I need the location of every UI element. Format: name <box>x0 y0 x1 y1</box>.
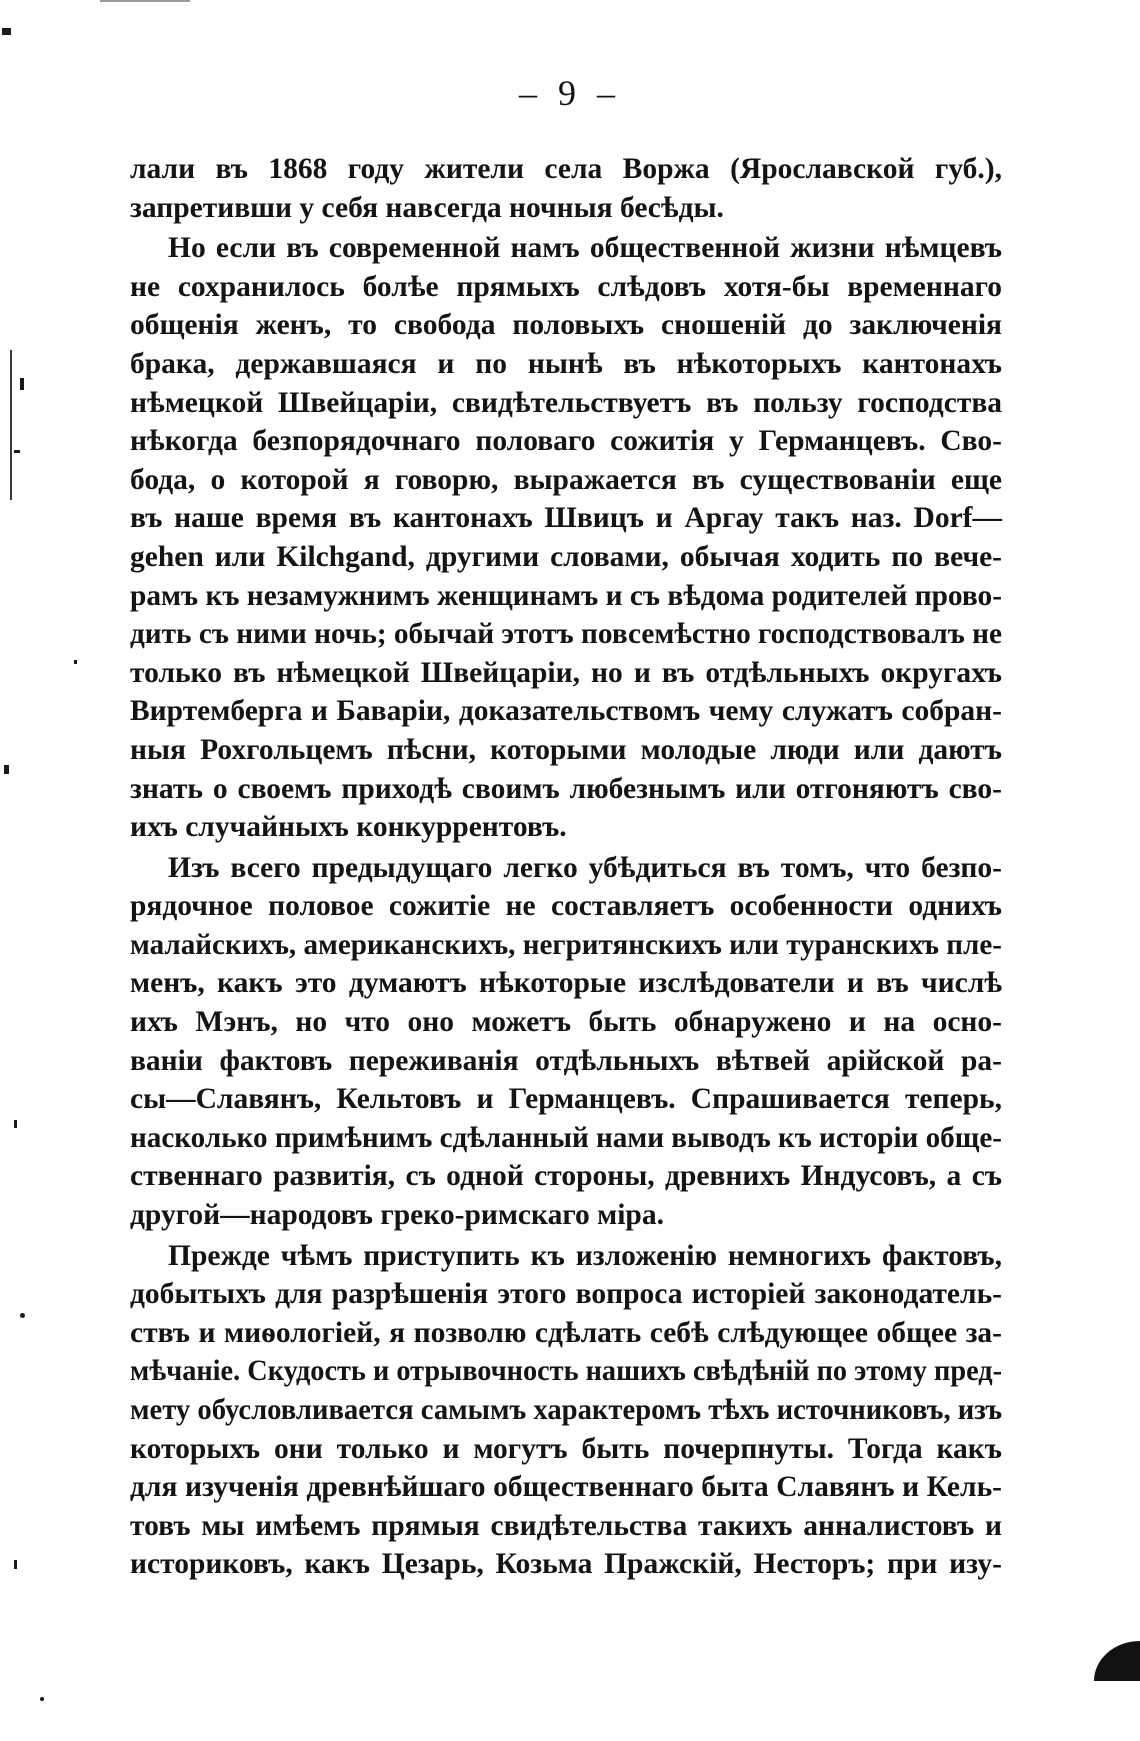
scan-edge-mark <box>100 0 190 2</box>
text-line: рядочное половое сожитіе не составляетъ особенности однихъ <box>130 890 1002 923</box>
text-line: ихъ случайныхъ конкуррентовъ. <box>130 811 567 844</box>
margin-speck <box>4 765 9 774</box>
text-line: нѣмецкой Швейцаріи, свидѣтельствуетъ въ пользу господства <box>130 386 1002 419</box>
corner-scan-mark <box>1094 1641 1140 1681</box>
margin-speck <box>2 28 11 35</box>
text-line: дить съ ними ночь; обычай этотъ повсемѣстно господствовалъ не <box>130 618 1002 651</box>
text-line: насколько примѣнимъ сдѣланный нами выводъ къ исторіи обще- <box>130 1121 1002 1154</box>
text-line: въ наше время въ кантонахъ Швицъ и Аргау такъ наз. Dorf— <box>130 502 1002 535</box>
text-line: которыхъ они только и могутъ быть почерпнуты. Тогда какъ <box>130 1432 1002 1465</box>
margin-speck <box>40 1697 44 1701</box>
margin-speck <box>10 350 12 500</box>
text-line: брака, державшаяся и по нынѣ въ нѣкоторыхъ кантонахъ <box>130 347 1002 380</box>
paragraph <box>130 229 1002 847</box>
text-line: не сохранилось болѣе прямыхъ слѣдовъ хотя-бы временнаго <box>130 270 1002 303</box>
text-line: сы—Славянъ, Кельтовъ и Германцевъ. Спрашивается теперь, <box>130 1083 1002 1116</box>
text-line: ваніи фактовъ переживанія отдѣльныхъ вѣтвей арійской ра- <box>130 1044 1002 1077</box>
text-line: менъ, какъ это думаютъ нѣкоторые изслѣдователи и въ числѣ <box>130 967 1002 1000</box>
margin-speck <box>14 450 20 453</box>
text-line: только въ нѣмецкой Швейцаріи, но и въ отдѣльныхъ округахъ <box>130 656 1002 689</box>
text-line: мету обусловливается самымъ характеромъ тѣхъ источниковъ, изъ <box>130 1394 1003 1426</box>
text-line: Виртемберга и Баваріи, доказательствомъ чему служатъ собран- <box>130 695 1002 728</box>
margin-speck <box>74 660 77 664</box>
text-line: ственнаго развитія, съ одной стороны, древнихъ Индусовъ, а съ <box>130 1160 1002 1193</box>
paragraph <box>130 1237 1002 1584</box>
text-line: Прежде чѣмъ приступить къ изложенію немногихъ фактовъ, <box>168 1239 1002 1272</box>
text-line: ствъ и миѳологіей, я позволю сдѣлать себѣ слѣдующее общее за- <box>130 1316 1002 1349</box>
text-line: товъ мы имѣемъ прямыя свидѣтельства такихъ анналистовъ и <box>130 1509 1002 1542</box>
text-line: ныя Рохгольцемъ пѣсни, которыми молодые люди или даютъ <box>130 733 1002 766</box>
margin-speck <box>20 1313 25 1318</box>
margin-speck <box>14 1560 17 1569</box>
text-line: историковъ, какъ Цезарь, Козьма Пражскій, Несторъ; при изу- <box>130 1548 1002 1581</box>
paragraph <box>130 849 1002 1235</box>
text-line: gehen или Kilchgand, другими словами, обычая ходить по вече- <box>130 540 1002 573</box>
text-line: для изученія древнѣйшаго общественнаго быта Славянъ и Кель- <box>130 1471 1002 1504</box>
text-line: нѣкогда безпорядочнаго половаго сожитія у Германцевъ. Сво- <box>130 425 1002 458</box>
text-line: запретивши у себя навсегда ночныя бесѣды. <box>130 191 724 224</box>
text-line: мѣчаніе. Скудость и отрывочность нашихъ свѣдѣній по этому пред- <box>130 1355 1003 1388</box>
text-line: ихъ Мэнъ, но что оно можетъ быть обнаружено и на осно- <box>130 1006 1002 1039</box>
text-line: рамъ къ незамужнимъ женщинамъ и съ вѣдома родителей прово- <box>130 579 1002 612</box>
text-line: бода, о которой я говорю, выражается въ существованіи еще <box>130 463 1002 496</box>
text-line: знать о своемъ приходѣ своимъ любезнымъ или отгоняютъ сво- <box>130 772 1002 805</box>
text-line: лали въ 1868 году жители села Воржа (Ярославской губ.), <box>130 153 1002 185</box>
text-line: Изъ всего предыдущаго легко убѣдиться въ томъ, что безпо- <box>168 851 1002 884</box>
margin-speck <box>14 1120 17 1128</box>
text-line: добытыхъ для разрѣшенія этого вопроса исторіей законодатель- <box>130 1278 1002 1311</box>
text-line: Но если въ современной намъ общественной жизни нѣмцевъ <box>168 232 1002 265</box>
margin-speck <box>20 378 24 390</box>
text-line: общенія женъ, то свобода половыхъ сношеній до заключенія <box>130 309 1002 342</box>
page-number: – 9 – <box>519 73 621 113</box>
text-line: малайскихъ, американскихъ, негритянскихъ или туранскихъ пле- <box>130 928 1002 961</box>
body-text <box>130 150 1002 1584</box>
paragraph <box>130 150 1002 227</box>
text-line: другой—народовъ греко-римскаго міра. <box>130 1199 664 1232</box>
